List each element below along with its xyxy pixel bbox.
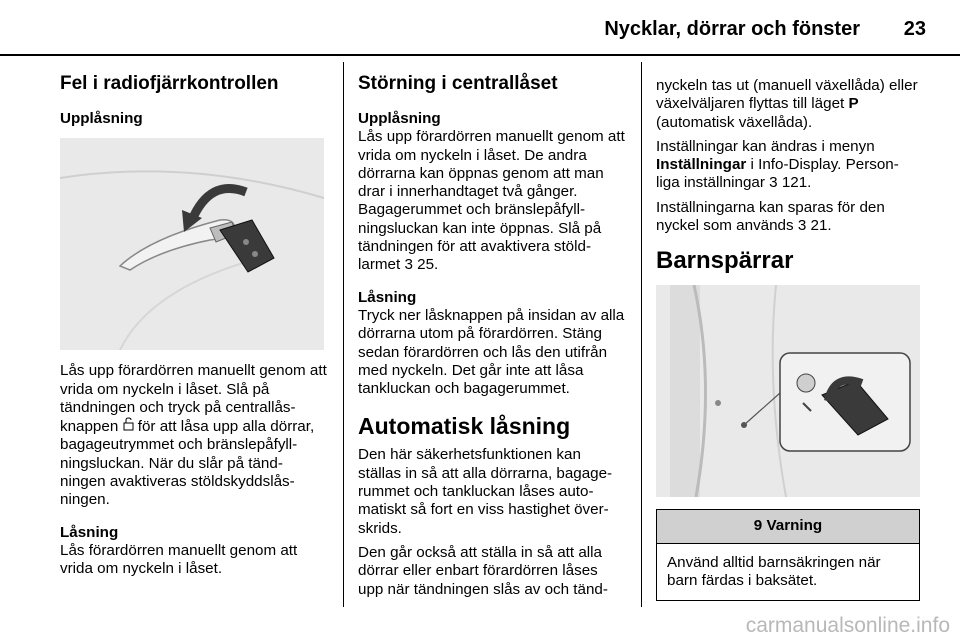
page-header-title: Nycklar, dörrar och fönster (604, 18, 860, 40)
ref-arrow-icon: 3 (797, 217, 807, 235)
warning-text: Använd alltid barnsäkringen när barn färdas i baksätet. (667, 553, 881, 589)
central-lock-instructions: Tryck ner låsknappen på insidan av alla dörrarna utom på förardörren. Stäng sedan förardörren och lås den utifrån med nyckeln. Det går inte att låsa tankluckan och bagagerummet. (358, 306, 625, 398)
child-lock-illustration (656, 285, 920, 497)
lock-instructions: Lås förardörren manuellt genom att vrida om nyckeln i låset. (60, 541, 298, 578)
header-rule (0, 54, 960, 56)
subheading-lock: Låsning (358, 288, 417, 306)
warning-header (657, 510, 919, 543)
column-divider-1 (343, 62, 344, 607)
settings-text: Inställningar kan ändras i menyn Inställningar i Info-Display. Person-liga inställningar 3 121. (656, 137, 899, 192)
save-settings-text: Inställningarna kan sparas för den nyckel som används 3 21. (656, 198, 885, 235)
warning-triangle-icon: 9 (753, 517, 763, 535)
section-title-child-locks: Barnspärrar (656, 247, 794, 275)
section-title-remote-fault: Fel i radiofjärrkontrollen (60, 73, 279, 94)
subheading-unlock: Upplåsning (60, 110, 143, 127)
warning-box (656, 509, 920, 601)
auto-lock-text-2: Den går också att ställa in så att alla dörrar eller enbart förardörren låses upp när tändningen slås av och tänd- (358, 543, 608, 598)
auto-lock-continuation: nyckeln tas ut (manuell växellåda) eller växelväljaren flyttas till läget P (automatisk växellåda). (656, 77, 918, 131)
page-number: 23 (903, 18, 926, 40)
unlock-button-icon (123, 417, 134, 436)
warning-title: Varning (766, 517, 823, 535)
section-title-auto-lock: Automatisk låsning (358, 413, 571, 440)
central-unlock-instructions: Lås upp förardörren manuellt genom att vrida om nyckeln i låset. De andra dörrarna kan öppnas genom att man drar i innerhandtaget två gånger. Bagagerummet och bränslepåfyll-ningsluckan kan inte öppnas. Slå på tändningen för att avaktivera stöld-larmet 3 25. (358, 128, 625, 274)
subheading-lock: Låsning (60, 523, 119, 541)
door-key-illustration-svg (60, 138, 324, 350)
door-key-illustration (60, 138, 324, 350)
column-2 (358, 72, 626, 613)
section-title-central-lock-fault: Störning i centrallåset (358, 73, 558, 94)
subheading-unlock: Upplåsning (358, 110, 441, 127)
auto-lock-text-1: Den här säkerhetsfunktionen kan ställas in så att alla dörrarna, bagage-rummet och tankluckan låses auto-matiskt så fort en viss hastighet över-skrids. (358, 446, 613, 537)
column-3 (656, 77, 920, 601)
watermark: carmanualsonline.info (745, 614, 950, 637)
child-lock-illustration-svg (656, 285, 920, 497)
column-1 (60, 72, 328, 593)
unlock-instructions: Lås upp förardörren manuellt genom att vrida om nyckeln i låset. Slå på tändningen och tryck på centrallås-knappen för att låsa upp alla dörrar, bagageutrymmet och bränslepåfyll-ningsluckan. När du slår på tänd-ningen avaktiveras stöldskyddslås-ningen. (60, 362, 327, 509)
column-divider-2 (641, 62, 642, 607)
ref-arrow-icon: 3 (769, 174, 778, 192)
ref-arrow-icon: 3 (404, 256, 413, 274)
